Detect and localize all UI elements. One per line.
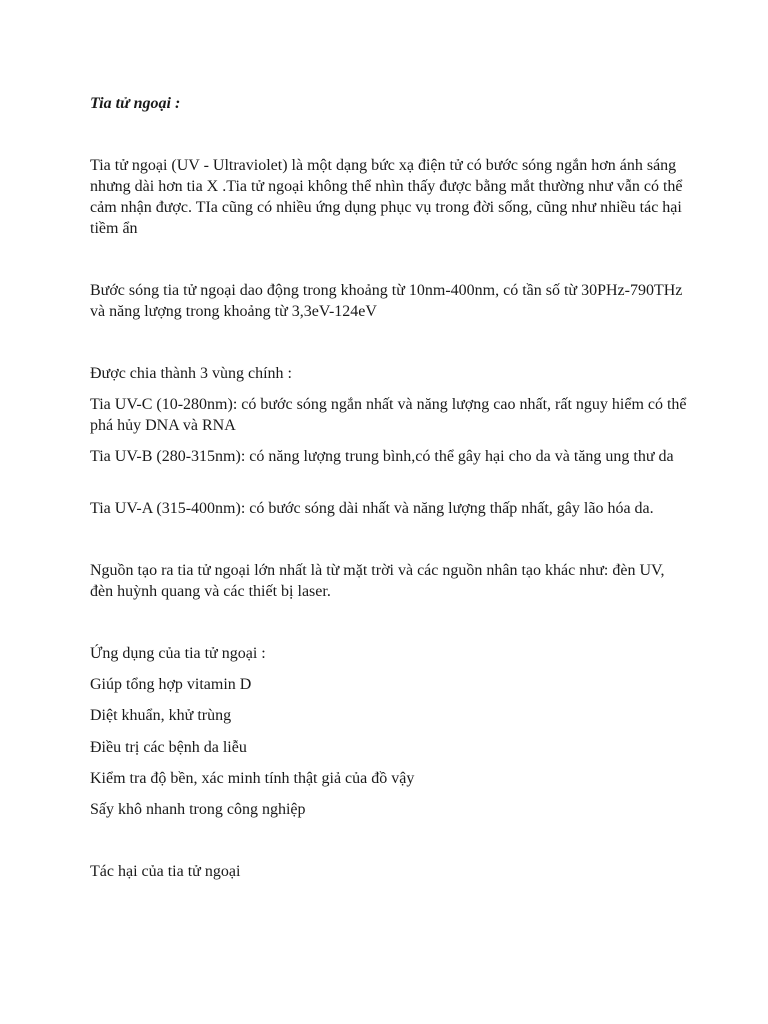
region-uva: Tia UV-A (315-400nm): có bước sóng dài nhất và năng lượng thấp nhất, gây lão hóa da. [90,500,654,517]
regions-heading: Được chia thành 3 vùng chính : [90,365,292,382]
document-title: Tia tử ngoại : [90,95,181,112]
sources-paragraph: Nguồn tạo ra tia tử ngoại lớn nhất là từ mặt trời và các nguồn nhân tạo khác như: đèn UV, đèn huỳnh quang và các thiết bị laser. [90,562,665,600]
application-item: Sấy khô nhanh trong công nghiệp [90,801,306,818]
harms-heading: Tác hại của tia tử ngoại [90,863,241,880]
wavelength-paragraph: Bước sóng tia tử ngoại dao động trong khoảng từ 10nm-400nm, có tần số từ 30PHz-790THz và năng lượng trong khoảng từ 3,3eV-124eV [90,282,683,320]
region-uvc: Tia UV-C (10-280nm): có bước sóng ngắn nhất và năng lượng cao nhất, rất nguy hiểm có thể phá hủy DNA và RNA [90,396,687,434]
applications-heading: Ứng dụng của tia tử ngoại : [90,645,266,662]
application-item: Giúp tổng hợp vitamin D [90,676,252,693]
application-item: Điều trị các bệnh da liễu [90,739,247,756]
region-uvb: Tia UV-B (280-315nm): có năng lượng trung bình,có thể gây hại cho da và tăng ung thư da [90,448,674,465]
application-item: Diệt khuẩn, khử trùng [90,707,232,724]
application-item: Kiểm tra độ bền, xác minh tính thật giả của đồ vậy [90,770,415,787]
intro-paragraph: Tia tử ngoại (UV - Ultraviolet) là một dạng bức xạ điện tử có bước sóng ngắn hơn ánh sáng nhưng dài hơn tia X .Tia tử ngoại không thể nhìn thấy được bằng mắt thường như vẫn có thể cảm nhận được. TIa cũng có nhiều ứng dụng phục vụ trong đời sống, cũng như nhiều tác hại tiềm ẩn [90,157,683,237]
